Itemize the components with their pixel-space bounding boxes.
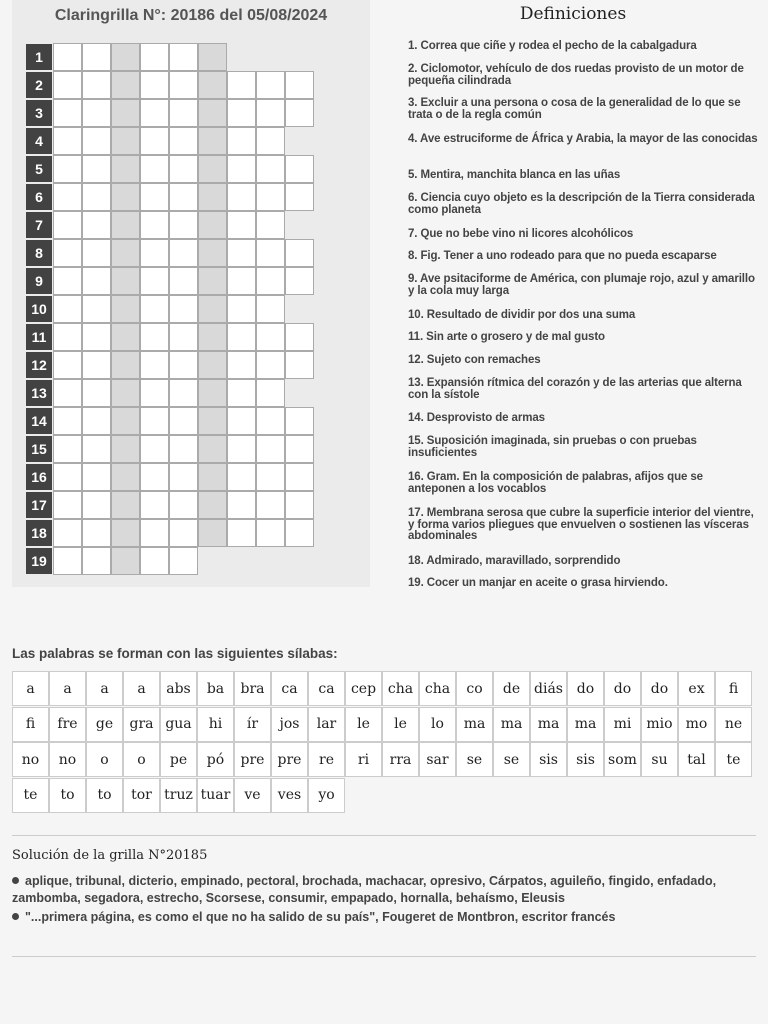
grid-cell[interactable]	[140, 295, 169, 323]
grid-cell[interactable]	[256, 183, 285, 211]
grid-cell[interactable]	[140, 155, 169, 183]
grid-cell[interactable]	[256, 155, 285, 183]
grid-cell[interactable]	[169, 295, 198, 323]
grid-cell[interactable]	[140, 127, 169, 155]
grid-cell[interactable]	[256, 239, 285, 267]
syllable-cell[interactable]: ba	[197, 671, 234, 706]
grid-cell[interactable]	[82, 323, 111, 351]
syllable-cell[interactable]: se	[456, 742, 493, 777]
grid-cell[interactable]	[227, 211, 256, 239]
grid-cell[interactable]	[198, 155, 227, 183]
grid-cell[interactable]	[198, 43, 227, 71]
grid-cell[interactable]	[256, 491, 285, 519]
definitions-title: Definiciones	[519, 4, 627, 24]
grid-cell[interactable]	[53, 127, 82, 155]
grid-cell[interactable]	[198, 71, 227, 99]
definition-item: 2. Ciclomotor, vehículo de dos ruedas provisto de un motor de pequeña cilindrada	[408, 63, 744, 87]
grid-cell[interactable]	[256, 295, 285, 323]
grid-cell[interactable]	[169, 491, 198, 519]
grid-cell[interactable]	[140, 379, 169, 407]
syllable-cell[interactable]: ne	[715, 707, 752, 742]
grid-cell[interactable]	[256, 71, 285, 99]
syllable-cell[interactable]: lar	[308, 707, 345, 742]
definition-item: 10. Resultado de dividir por dos una suma	[408, 309, 636, 321]
grid-cell[interactable]	[285, 71, 314, 99]
grid-cell[interactable]	[82, 99, 111, 127]
syllable-cell[interactable]: cep	[345, 671, 382, 706]
syllable-cell[interactable]: le	[382, 707, 419, 742]
grid-cell[interactable]	[169, 239, 198, 267]
syllable-cell[interactable]: do	[641, 671, 678, 706]
syllable-cell[interactable]: abs	[160, 671, 197, 706]
grid-cell[interactable]	[82, 491, 111, 519]
grid-cell[interactable]	[227, 239, 256, 267]
grid-cell[interactable]	[169, 519, 198, 547]
grid-cell[interactable]	[53, 211, 82, 239]
grid-cell[interactable]	[82, 127, 111, 155]
grid-cell[interactable]	[111, 183, 140, 211]
grid-cell[interactable]	[256, 379, 285, 407]
grid-cell[interactable]	[256, 323, 285, 351]
grid-cell[interactable]	[140, 407, 169, 435]
grid-title: Claringrilla N°: 20186 del 05/08/2024	[54, 7, 328, 24]
grid-cell[interactable]	[111, 379, 140, 407]
grid-cell[interactable]	[256, 267, 285, 295]
definition-item: 4. Ave estruciforme de África y Arabia, la mayor de las conocidas	[408, 133, 758, 145]
syllable-cell[interactable]: to	[86, 778, 123, 813]
grid-cell[interactable]	[198, 463, 227, 491]
grid-cell[interactable]	[285, 407, 314, 435]
grid-cell[interactable]	[227, 491, 256, 519]
row-number: 3	[25, 99, 53, 127]
syllable-cell[interactable]: ca	[271, 671, 308, 706]
syllable-cell[interactable]: ír	[234, 707, 271, 742]
grid-cell[interactable]	[227, 155, 256, 183]
syllable-cell[interactable]: diás	[530, 671, 567, 706]
grid-cell[interactable]	[82, 239, 111, 267]
grid-cell[interactable]	[140, 267, 169, 295]
syllable-cell[interactable]: rra	[382, 742, 419, 777]
grid-cell[interactable]	[111, 435, 140, 463]
grid-cell[interactable]	[140, 239, 169, 267]
grid-cell[interactable]	[227, 463, 256, 491]
grid-cell[interactable]	[111, 211, 140, 239]
syllable-cell[interactable]: co	[456, 671, 493, 706]
grid-cell[interactable]	[82, 183, 111, 211]
grid-cell[interactable]	[82, 379, 111, 407]
grid-cell[interactable]	[111, 127, 140, 155]
grid-cell[interactable]	[53, 463, 82, 491]
grid-cell[interactable]	[140, 183, 169, 211]
grid-cell[interactable]	[53, 323, 82, 351]
syllable-cell[interactable]: pre	[271, 742, 308, 777]
syllable-cell[interactable]: ma	[456, 707, 493, 742]
grid-cell[interactable]	[53, 351, 82, 379]
bullet-icon	[12, 877, 19, 884]
syllable-cell[interactable]: do	[604, 671, 641, 706]
syllable-cell[interactable]: truz	[160, 778, 197, 813]
syllable-cell[interactable]: ve	[234, 778, 271, 813]
grid-cell[interactable]	[227, 99, 256, 127]
syllables-title: Las palabras se forman con las siguientes sílabas:	[12, 646, 338, 661]
grid-cell[interactable]	[169, 407, 198, 435]
grid-cell[interactable]	[53, 491, 82, 519]
grid-cell[interactable]	[82, 547, 111, 575]
syllable-cell[interactable]: hi	[197, 707, 234, 742]
grid-cell[interactable]	[111, 295, 140, 323]
syllable-cell[interactable]: a	[123, 671, 160, 706]
grid-cell[interactable]	[140, 547, 169, 575]
row-number: 5	[25, 155, 53, 183]
row-number: 16	[25, 463, 53, 491]
grid-cell[interactable]	[285, 491, 314, 519]
row-number: 1	[25, 43, 53, 71]
definition-item: 18. Admirado, maravillado, sorprendido	[408, 555, 621, 567]
grid-cell[interactable]	[169, 211, 198, 239]
definition-item: 1. Correa que ciñe y rodea el pecho de la cabalgadura	[408, 40, 697, 52]
syllable-cell[interactable]: som	[604, 742, 641, 777]
syllable-cell[interactable]: ma	[493, 707, 530, 742]
syllable-cell[interactable]: fre	[49, 707, 86, 742]
grid-cell[interactable]	[111, 267, 140, 295]
syllable-cell[interactable]: a	[49, 671, 86, 706]
row-number: 2	[25, 71, 53, 99]
syllable-cell[interactable]: mio	[641, 707, 678, 742]
row-number: 10	[25, 295, 53, 323]
syllable-cell[interactable]: to	[49, 778, 86, 813]
grid-cell[interactable]	[169, 323, 198, 351]
grid-cell[interactable]	[140, 463, 169, 491]
syllable-cell[interactable]: sar	[419, 742, 456, 777]
grid-cell[interactable]	[111, 239, 140, 267]
grid-cell[interactable]	[169, 127, 198, 155]
grid-cell[interactable]	[198, 183, 227, 211]
row-number: 4	[25, 127, 53, 155]
definition-item: 16. Gram. En la composición de palabras, afijos que se anteponen a los vocablos	[408, 471, 703, 495]
grid-cell[interactable]	[140, 519, 169, 547]
row-number: 12	[25, 351, 53, 379]
grid-cell[interactable]	[82, 519, 111, 547]
syllable-cell[interactable]: pe	[160, 742, 197, 777]
syllable-cell[interactable]: ma	[567, 707, 604, 742]
grid-cell[interactable]	[198, 323, 227, 351]
grid-cell[interactable]	[53, 43, 82, 71]
grid-cell[interactable]	[198, 295, 227, 323]
definition-item: 17. Membrana serosa que cubre la superficie interior del vientre, y forma varios pliegues que envuelven o sostienen las vísceras abdominales	[408, 507, 754, 542]
grid-cell[interactable]	[256, 519, 285, 547]
divider	[12, 835, 756, 836]
grid-cell[interactable]	[111, 99, 140, 127]
syllable-cell[interactable]: mi	[604, 707, 641, 742]
definition-item: 11. Sin arte o grosero y de mal gusto	[408, 331, 605, 343]
grid-cell[interactable]	[53, 155, 82, 183]
syllable-cell[interactable]: fi	[12, 707, 49, 742]
syllable-cell[interactable]: a	[12, 671, 49, 706]
definition-item: 13. Expansión rítmica del corazón y de las arterias que alterna con la sístole	[408, 377, 742, 401]
syllable-cell[interactable]: cha	[419, 671, 456, 706]
grid-cell[interactable]	[53, 99, 82, 127]
grid-cell[interactable]	[53, 519, 82, 547]
grid-cell[interactable]	[169, 155, 198, 183]
grid-cell[interactable]	[53, 295, 82, 323]
definition-item: 7. Que no bebe vino ni licores alcohólicos	[408, 228, 634, 240]
syllable-cell[interactable]: gra	[123, 707, 160, 742]
row-number: 11	[25, 323, 53, 351]
grid-cell[interactable]	[198, 435, 227, 463]
syllable-cell[interactable]: lo	[419, 707, 456, 742]
row-number: 18	[25, 519, 53, 547]
grid-cell[interactable]	[169, 547, 198, 575]
grid-cell[interactable]	[285, 239, 314, 267]
grid-cell[interactable]	[169, 183, 198, 211]
grid-cell[interactable]	[198, 267, 227, 295]
grid-cell[interactable]	[140, 491, 169, 519]
grid-cell[interactable]	[256, 127, 285, 155]
syllable-cell[interactable]: pó	[197, 742, 234, 777]
grid-cell[interactable]	[82, 295, 111, 323]
syllable-cell[interactable]: o	[123, 742, 160, 777]
syllable-cell[interactable]: no	[12, 742, 49, 777]
grid-cell[interactable]	[285, 155, 314, 183]
grid-cell[interactable]	[198, 519, 227, 547]
grid-cell[interactable]	[169, 99, 198, 127]
grid-cell[interactable]	[256, 211, 285, 239]
grid-cell[interactable]	[256, 463, 285, 491]
grid-cell[interactable]	[111, 351, 140, 379]
grid-cell[interactable]	[198, 99, 227, 127]
grid-cell[interactable]	[53, 71, 82, 99]
grid-cell[interactable]	[82, 211, 111, 239]
grid-cell[interactable]	[227, 351, 256, 379]
grid-cell[interactable]	[111, 155, 140, 183]
grid-cell[interactable]	[82, 43, 111, 71]
grid-cell[interactable]	[82, 463, 111, 491]
grid-cell[interactable]	[169, 43, 198, 71]
grid-cell[interactable]	[111, 43, 140, 71]
syllable-cell[interactable]: gua	[160, 707, 197, 742]
grid-cell[interactable]	[169, 351, 198, 379]
syllable-cell[interactable]: ca	[308, 671, 345, 706]
grid-cell[interactable]	[169, 267, 198, 295]
grid-cell[interactable]	[285, 351, 314, 379]
syllable-cell[interactable]: se	[493, 742, 530, 777]
grid-cell[interactable]	[82, 351, 111, 379]
syllable-cell[interactable]: ma	[530, 707, 567, 742]
grid-cell[interactable]	[256, 99, 285, 127]
row-number: 8	[25, 239, 53, 267]
row-number: 15	[25, 435, 53, 463]
grid-cell[interactable]	[227, 71, 256, 99]
syllable-cell[interactable]: do	[567, 671, 604, 706]
grid-cell[interactable]	[111, 407, 140, 435]
syllable-cell[interactable]: cha	[382, 671, 419, 706]
grid-cell[interactable]	[227, 267, 256, 295]
definition-item: 19. Cocer un manjar en aceite o grasa hirviendo.	[408, 577, 668, 589]
grid-cell[interactable]	[169, 463, 198, 491]
grid-cell[interactable]	[285, 99, 314, 127]
definition-item: 15. Suposición imaginada, sin pruebas o con pruebas insuficientes	[408, 435, 697, 459]
grid-cell[interactable]	[111, 519, 140, 547]
syllable-cell[interactable]: le	[345, 707, 382, 742]
grid-cell[interactable]	[227, 323, 256, 351]
grid-cell[interactable]	[198, 407, 227, 435]
syllable-cell[interactable]: ge	[86, 707, 123, 742]
grid-cell[interactable]	[227, 519, 256, 547]
grid-cell[interactable]	[53, 407, 82, 435]
grid-cell[interactable]	[227, 379, 256, 407]
syllable-cell[interactable]: te	[12, 778, 49, 813]
syllable-cell[interactable]: o	[86, 742, 123, 777]
grid-cell[interactable]	[82, 267, 111, 295]
bullet-icon	[12, 913, 19, 920]
grid-cell[interactable]	[285, 183, 314, 211]
grid-cell[interactable]	[227, 183, 256, 211]
grid-cell[interactable]	[53, 547, 82, 575]
grid-cell[interactable]	[198, 379, 227, 407]
grid-cell[interactable]	[140, 435, 169, 463]
grid-cell[interactable]	[53, 435, 82, 463]
syllable-cell[interactable]: sis	[567, 742, 604, 777]
row-number: 14	[25, 407, 53, 435]
syllable-cell[interactable]: su	[641, 742, 678, 777]
syllable-cell[interactable]: fi	[715, 671, 752, 706]
grid-cell[interactable]	[82, 435, 111, 463]
syllable-cell[interactable]: yo	[308, 778, 345, 813]
definition-item: 9. Ave psitaciforme de América, con plumaje rojo, azul y amarillo y la cola muy larga	[408, 273, 755, 297]
syllable-cell[interactable]: a	[86, 671, 123, 706]
syllable-cell[interactable]: de	[493, 671, 530, 706]
row-number: 7	[25, 211, 53, 239]
syllable-cell[interactable]: ri	[345, 742, 382, 777]
grid-cell[interactable]	[227, 295, 256, 323]
definition-item: 6. Ciencia cuyo objeto es la descripción de la Tierra considerada como planeta	[408, 192, 755, 216]
definition-item: 5. Mentira, manchita blanca en las uñas	[408, 169, 621, 181]
grid-cell[interactable]	[53, 183, 82, 211]
row-number: 17	[25, 491, 53, 519]
solution-words: aplique, tribunal, dicterio, empinado, pectoral, brochada, machacar, opresivo, Cárpatos, aguileño, fingido, enfadado, zambomba, segadora, estrecho, Scorsese, consumir, empapado, hornalla, behaísmo, Eleusis	[12, 874, 717, 905]
grid-cell[interactable]	[256, 435, 285, 463]
syllable-cell[interactable]: mo	[678, 707, 715, 742]
row-number: 9	[25, 267, 53, 295]
syllable-cell[interactable]: te	[715, 742, 752, 777]
grid-cell[interactable]	[285, 267, 314, 295]
grid-cell[interactable]	[82, 71, 111, 99]
syllable-cell[interactable]: tor	[123, 778, 160, 813]
grid-cell[interactable]	[198, 351, 227, 379]
grid-cell[interactable]	[140, 71, 169, 99]
grid-cell[interactable]	[285, 463, 314, 491]
grid-cell[interactable]	[198, 127, 227, 155]
grid-cell[interactable]	[169, 71, 198, 99]
grid-cell[interactable]	[111, 547, 140, 575]
grid-cell[interactable]	[198, 239, 227, 267]
grid-cell[interactable]	[227, 435, 256, 463]
grid-cell[interactable]	[111, 71, 140, 99]
grid-cell[interactable]	[227, 407, 256, 435]
grid-cell[interactable]	[82, 155, 111, 183]
grid-cell[interactable]	[227, 127, 256, 155]
row-number: 19	[25, 547, 53, 575]
solution-quote: "...primera página, es como el que no ha salido de su país", Fougeret de Montbron, escritor francés	[12, 909, 748, 926]
grid-cell[interactable]	[53, 239, 82, 267]
grid-cell[interactable]	[140, 323, 169, 351]
grid-cell[interactable]	[256, 407, 285, 435]
grid-cell[interactable]	[169, 435, 198, 463]
definition-item: 3. Excluir a una persona o cosa de la generalidad de lo que se trata o de la regla común	[408, 97, 741, 121]
syllable-cell[interactable]: re	[308, 742, 345, 777]
grid-cell[interactable]	[140, 43, 169, 71]
grid-cell[interactable]	[53, 267, 82, 295]
syllable-cell[interactable]: tuar	[197, 778, 234, 813]
grid-cell[interactable]	[111, 463, 140, 491]
grid-cell[interactable]	[285, 519, 314, 547]
syllable-cell[interactable]: pre	[234, 742, 271, 777]
grid-cell[interactable]	[198, 491, 227, 519]
row-number: 13	[25, 379, 53, 407]
grid-cell[interactable]	[111, 323, 140, 351]
grid-cell[interactable]	[140, 99, 169, 127]
definition-item: 8. Fig. Tener a uno rodeado para que no pueda escaparse	[408, 250, 717, 262]
grid-cell[interactable]	[169, 379, 198, 407]
divider	[12, 956, 756, 957]
grid-cell[interactable]	[198, 211, 227, 239]
definition-item: 14. Desprovisto de armas	[408, 412, 545, 424]
grid-cell[interactable]	[140, 351, 169, 379]
syllable-cell[interactable]: ves	[271, 778, 308, 813]
syllable-cell[interactable]: bra	[234, 671, 271, 706]
syllable-cell[interactable]: tal	[678, 742, 715, 777]
grid-cell[interactable]	[285, 323, 314, 351]
syllable-cell[interactable]: sis	[530, 742, 567, 777]
definition-item: 12. Sujeto con remaches	[408, 354, 541, 366]
syllable-cell[interactable]: ex	[678, 671, 715, 706]
grid-cell[interactable]	[256, 351, 285, 379]
grid-cell[interactable]	[111, 491, 140, 519]
syllable-cell[interactable]: no	[49, 742, 86, 777]
grid-cell[interactable]	[285, 435, 314, 463]
grid-cell[interactable]	[140, 211, 169, 239]
grid-cell[interactable]	[82, 407, 111, 435]
row-number: 6	[25, 183, 53, 211]
syllable-cell[interactable]: jos	[271, 707, 308, 742]
grid-cell[interactable]	[53, 379, 82, 407]
solution-title: Solución de la grilla N°20185	[12, 848, 208, 863]
